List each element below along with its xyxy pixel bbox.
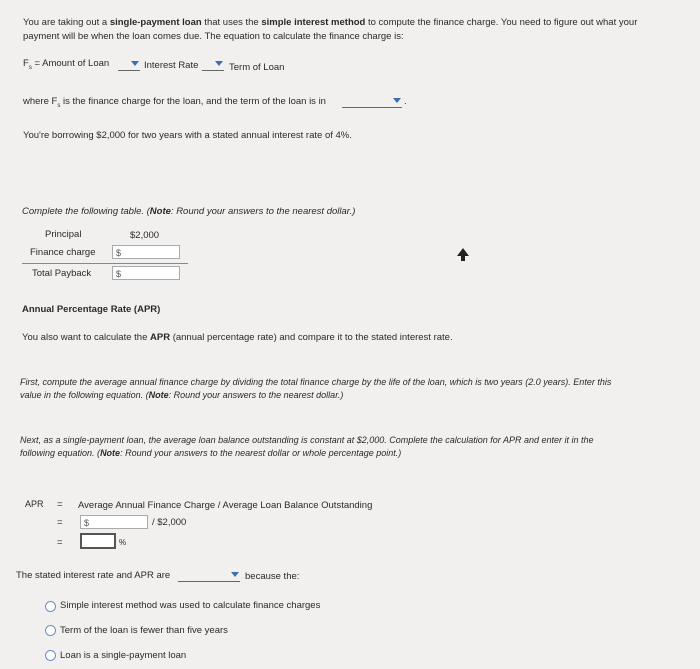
apr-formula: Average Annual Finance Charge / Average Loan Balance Outstanding — [78, 500, 373, 511]
apr-intro: You also want to calculate the APR (annual percentage rate) and compare it to the stated interest rate. — [22, 332, 453, 343]
intro-line-2: payment will be when the loan comes due. The equation to calculate the finance charge is: — [23, 31, 404, 42]
chevron-down-icon — [131, 61, 139, 66]
apr-divisor: / $2,000 — [152, 517, 187, 528]
where-line: where $F_s$ is the finance charge for the loan, and the term of the loan is in — [23, 96, 326, 109]
equals-sign: = — [57, 537, 63, 548]
principal-value: $2,000 — [130, 230, 160, 241]
comparison-dropdown[interactable] — [178, 569, 240, 582]
operator-dropdown-2[interactable] — [202, 58, 224, 71]
next-instructions-line-2: following equation. (Note: Round your answers to the nearest dollar or whole percentage point.) — [20, 448, 402, 458]
currency-symbol: $ — [116, 269, 122, 279]
option-label-3[interactable]: Loan is a single-payment loan — [60, 650, 187, 661]
option-radio-2[interactable] — [45, 625, 56, 636]
option-radio-3[interactable] — [45, 650, 56, 661]
table-divider — [22, 263, 188, 264]
first-instructions-line-2: value in the following equation. (Note: Round your answers to the nearest dollar.) — [20, 390, 344, 400]
equals-sign: = — [57, 499, 63, 510]
average-annual-finance-charge-input[interactable] — [80, 515, 148, 529]
operator-dropdown-1[interactable] — [118, 58, 140, 71]
currency-symbol: $ — [116, 248, 122, 258]
equation-term: Term of Loan — [229, 62, 285, 73]
term-unit-dropdown[interactable] — [342, 95, 402, 108]
option-label-2[interactable]: Term of the loan is fewer than five years — [60, 625, 228, 636]
compare-text: The stated interest rate and APR are — [16, 570, 171, 581]
apr-label: APR — [25, 499, 44, 509]
next-instructions-line-1: Next, as a single-payment loan, the average loan balance outstanding is constant at $2,000. Complete the calculation for APR and enter it in the — [20, 435, 594, 445]
first-instructions-line-1: First, compute the average annual finance charge by dividing the total finance charge by the life of the loan, which is two years (2.0 years). Enter this — [20, 377, 612, 387]
mouse-pointer-icon — [457, 248, 469, 262]
principal-label: Principal — [45, 229, 82, 240]
finance-charge-equation: $F_s$ = Amount of Loan — [23, 58, 110, 71]
chevron-down-icon — [393, 98, 401, 103]
equation-lhs: $F_s$ — [23, 58, 32, 71]
finance-charge-label: Finance charge — [30, 247, 96, 258]
table-instructions: Complete the following table. (Note: Round your answers to the nearest dollar.) — [22, 206, 356, 217]
currency-symbol: $ — [84, 518, 90, 528]
option-radio-1[interactable] — [45, 601, 56, 612]
percent-sign: % — [119, 538, 127, 547]
chevron-down-icon — [231, 572, 239, 577]
equals-sign: = — [57, 517, 63, 528]
because-text: because the: — [245, 571, 300, 582]
total-payback-input[interactable] — [112, 266, 180, 280]
where-period: . — [404, 96, 407, 107]
finance-charge-input[interactable] — [112, 245, 180, 259]
equation-interest-rate: Interest Rate — [144, 60, 199, 71]
option-label-1[interactable]: Simple interest method was used to calculate finance charges — [60, 600, 321, 611]
borrowing-text: You're borrowing $2,000 for two years with a stated annual interest rate of 4%. — [23, 130, 352, 141]
apr-percent-input[interactable] — [80, 533, 116, 549]
apr-heading: Annual Percentage Rate (APR) — [22, 304, 161, 315]
intro-line-1: You are taking out a single-payment loan that uses the simple interest method to compute the finance charge. You need to figure out what your — [23, 17, 638, 28]
total-payback-label: Total Payback — [32, 268, 92, 279]
chevron-down-icon — [215, 61, 223, 66]
